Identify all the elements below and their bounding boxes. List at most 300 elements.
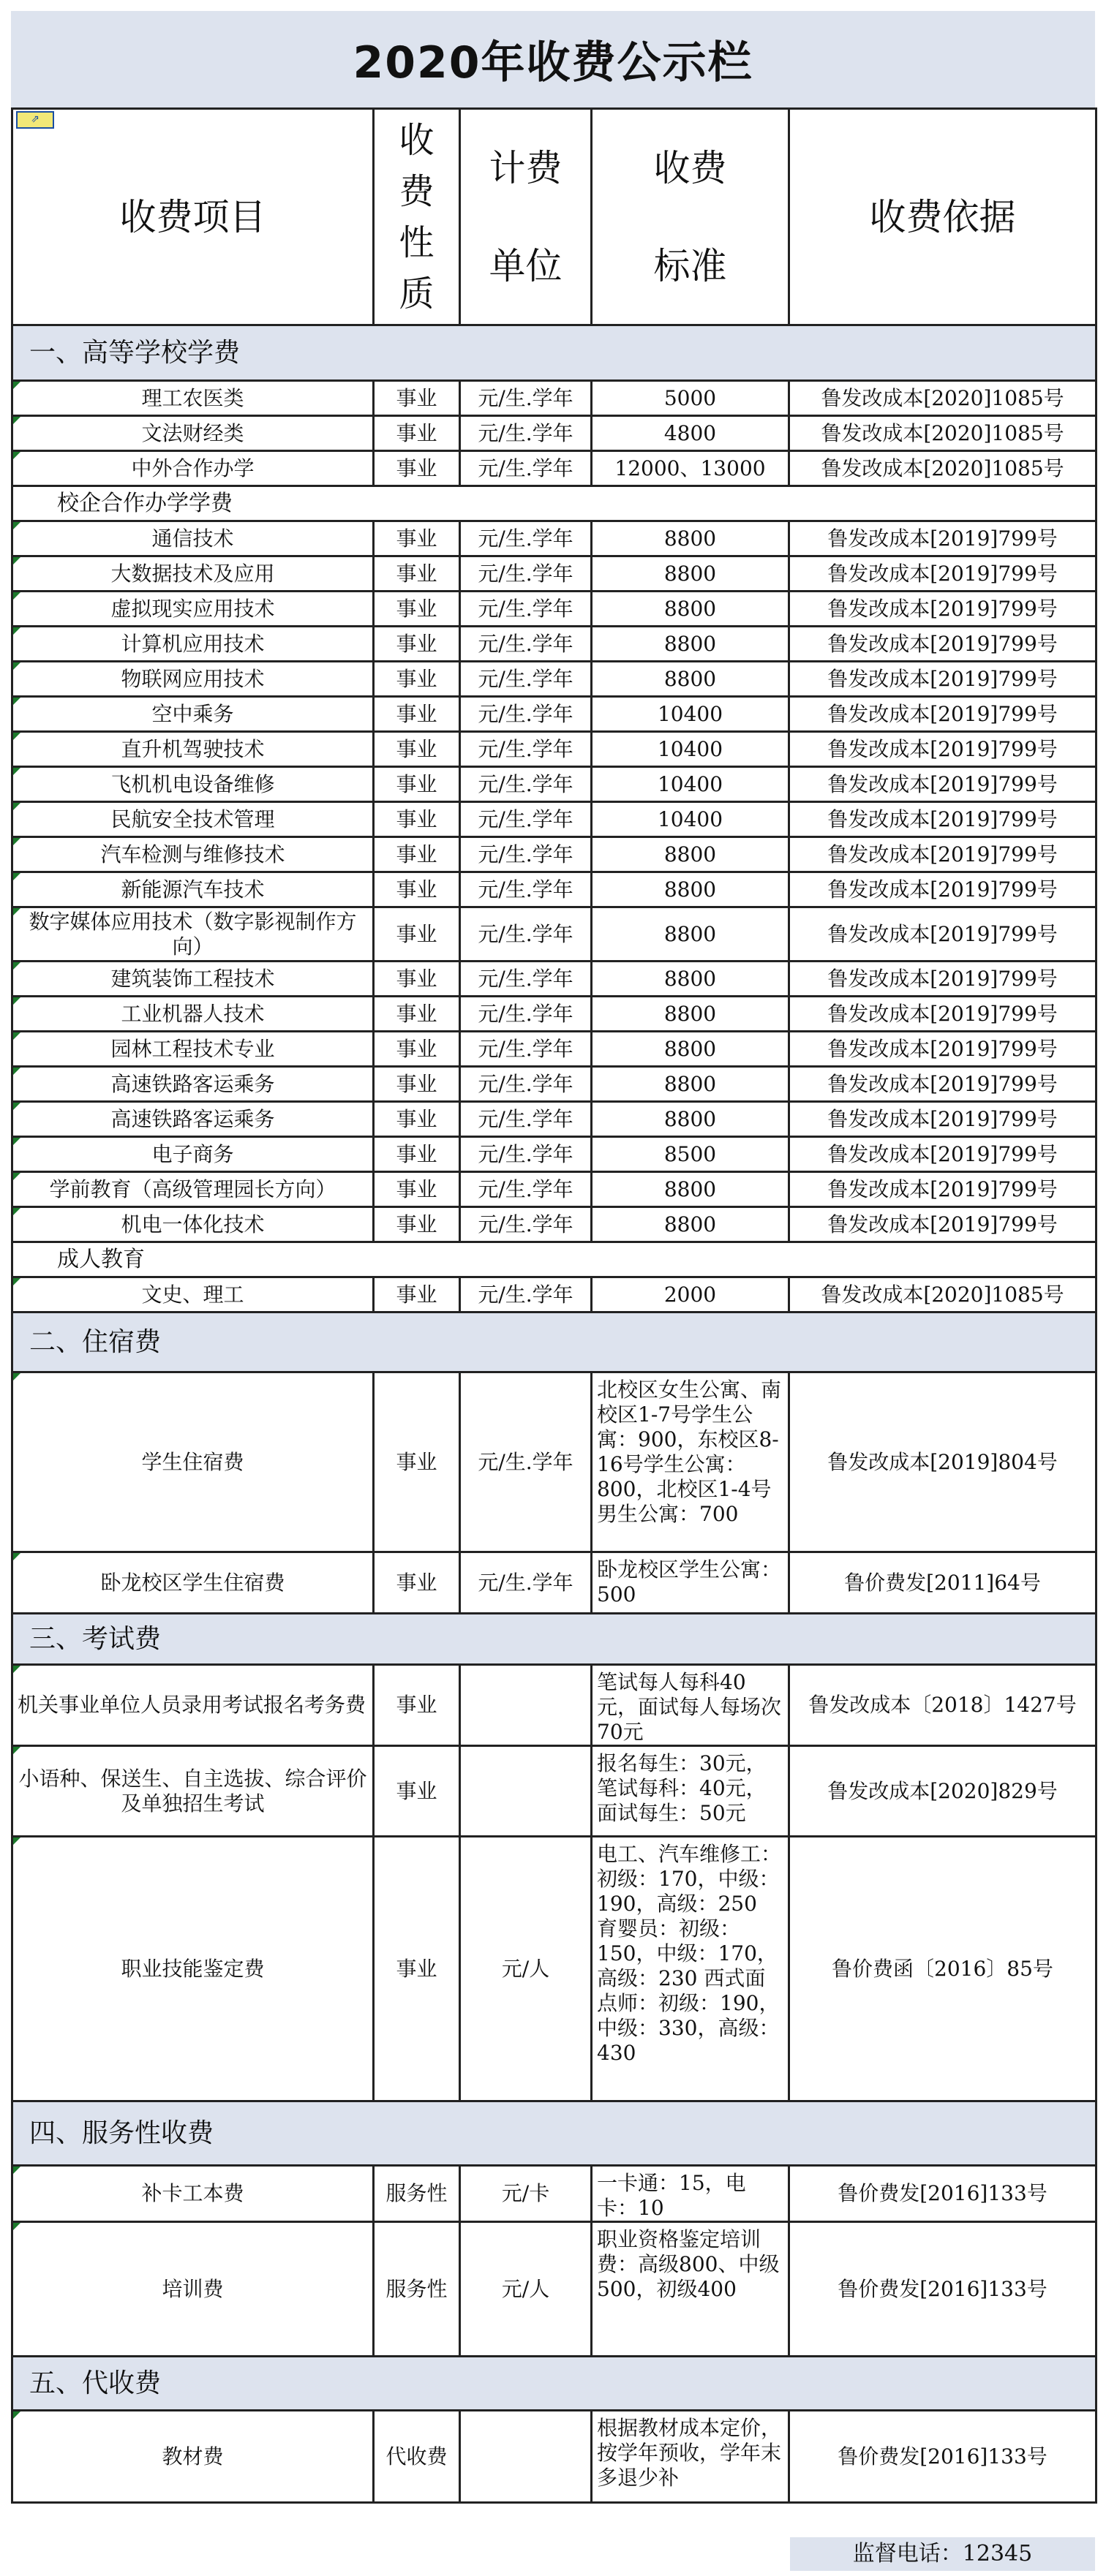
fee-basis-text: 鲁发改成本[2020]1085号 <box>821 1282 1064 1307</box>
fee-nature-text: 事业 <box>396 526 437 551</box>
fee-unit <box>460 627 592 662</box>
cell-marker-icon <box>13 873 20 880</box>
fee-item-text: 教材费 <box>162 2444 224 2469</box>
fee-item-text: 大数据技术及应用 <box>110 561 275 586</box>
fee-basis <box>789 1137 1096 1172</box>
fee-nature-text: 事业 <box>396 1176 437 1201</box>
fee-basis <box>789 1207 1096 1242</box>
cell-marker-icon <box>13 1032 20 1040</box>
cell-marker-icon <box>13 1373 20 1380</box>
fee-standard <box>592 1372 789 1552</box>
fee-unit <box>460 1837 592 2101</box>
fee-unit-text: 元/生.学年 <box>478 1141 573 1166</box>
cell-marker-icon <box>13 662 20 670</box>
fee-standard-text: 8800 <box>663 596 717 621</box>
fee-item <box>12 962 374 997</box>
fee-standard-text: 8500 <box>663 1141 717 1166</box>
fee-standard <box>592 732 789 767</box>
fee-unit <box>460 451 592 486</box>
fee-row <box>12 1207 1096 1242</box>
supervision-phone: 监督电话：12345 <box>790 2537 1095 2571</box>
fee-unit-text: 元/生.学年 <box>478 921 573 946</box>
fee-nature <box>374 2411 460 2503</box>
fee-unit <box>460 732 592 767</box>
fee-nature <box>374 1102 460 1137</box>
fee-standard-text: 8800 <box>663 666 717 691</box>
fee-row <box>12 381 1096 416</box>
fee-row <box>12 697 1096 732</box>
fee-row <box>12 872 1096 907</box>
fee-unit-text: 元/生.学年 <box>478 596 573 621</box>
fee-row <box>12 802 1096 837</box>
header-item: ⇗ 收费项目 <box>12 109 374 325</box>
fee-nature <box>374 907 460 962</box>
cell-marker-icon <box>13 962 20 970</box>
fee-nature-text: 事业 <box>396 1956 437 1981</box>
fee-basis <box>789 1032 1096 1067</box>
fee-standard <box>592 1552 789 1614</box>
fee-nature <box>374 556 460 592</box>
fee-row <box>12 1067 1096 1102</box>
fee-item-text: 数字媒体应用技术（数字影视制作方向） <box>29 909 357 959</box>
header-nature: 收费性质 <box>374 109 460 325</box>
fee-row <box>12 2411 1096 2503</box>
fee-nature <box>374 1172 460 1207</box>
fee-nature-text: 事业 <box>396 666 437 691</box>
fee-nature-text: 事业 <box>396 701 437 726</box>
fee-nature-text: 事业 <box>396 631 437 656</box>
fee-item <box>12 451 374 486</box>
cell-marker-icon <box>13 1173 20 1180</box>
fee-standard <box>592 627 789 662</box>
fee-standard <box>592 767 789 802</box>
fee-basis <box>789 416 1096 451</box>
fee-nature-text: 事业 <box>396 1778 437 1803</box>
fee-unit <box>460 802 592 837</box>
fee-item-text: 飞机机电设备维修 <box>110 771 275 796</box>
fee-nature-text: 事业 <box>396 456 437 480</box>
fee-standard-text: 北校区女生公寓、南校区1-7号学生公寓：900，东校区8-16号学生公寓：800，北校区1-4号男生公寓：700 <box>597 1378 782 1526</box>
fee-item <box>12 2222 374 2357</box>
fee-basis <box>789 732 1096 767</box>
fee-item-text: 民航安全技术管理 <box>110 807 275 831</box>
fee-item <box>12 1207 374 1242</box>
fee-unit <box>460 592 592 627</box>
fee-basis <box>789 802 1096 837</box>
fee-item-text: 学生住宿费 <box>141 1449 244 1474</box>
fee-item <box>12 556 374 592</box>
fee-basis-text: 鲁发改成本[2019]799号 <box>827 1212 1058 1236</box>
fee-nature-text: 事业 <box>396 385 437 410</box>
fee-row <box>12 416 1096 451</box>
subsection-row <box>12 1242 1096 1277</box>
fee-basis <box>789 767 1096 802</box>
fee-item-text: 理工农医类 <box>141 385 244 410</box>
cell-marker-icon <box>13 382 20 389</box>
fee-standard-text: 10400 <box>657 807 723 831</box>
fee-unit-text: 元/生.学年 <box>478 561 573 586</box>
fee-basis <box>789 1837 1096 2101</box>
header-unit: 计费 单位 <box>460 109 592 325</box>
fee-standard-text: 卧龙校区学生公寓：500 <box>597 1557 782 1606</box>
fee-item <box>12 662 374 697</box>
fee-standard-text: 8800 <box>663 966 717 991</box>
fee-item <box>12 1137 374 1172</box>
fee-unit <box>460 1746 592 1837</box>
fee-unit <box>460 1032 592 1067</box>
fee-standard-text: 10400 <box>657 771 723 796</box>
section-row <box>12 2101 1096 2166</box>
fee-standard <box>592 1837 789 2101</box>
fee-unit-text: 元/生.学年 <box>478 701 573 726</box>
fee-nature <box>374 1837 460 2101</box>
fee-nature <box>374 1137 460 1172</box>
fee-unit-text: 元/生.学年 <box>478 842 573 866</box>
fee-item-text: 新能源汽车技术 <box>121 877 265 902</box>
fee-standard <box>592 1665 789 1746</box>
fee-unit-text: 元/生.学年 <box>478 807 573 831</box>
fee-nature <box>374 767 460 802</box>
fee-row <box>12 662 1096 697</box>
cell-marker-icon <box>13 2223 20 2230</box>
fee-nature-text: 事业 <box>396 596 437 621</box>
fee-standard-text: 笔试每人每科40元，面试每人每场次70元 <box>597 1670 782 1744</box>
fee-item <box>12 802 374 837</box>
fee-basis <box>789 1665 1096 1746</box>
fee-row <box>12 627 1096 662</box>
fee-standard-text: 根据教材成本定价，按学年预收，学年末多退少补 <box>597 2416 782 2490</box>
fee-standard <box>592 1746 789 1837</box>
fee-item-text: 学前教育（高级管理园长方向） <box>49 1176 336 1201</box>
fee-row <box>12 1277 1096 1312</box>
fee-item-text: 文法财经类 <box>141 420 244 445</box>
fee-standard <box>592 1207 789 1242</box>
fee-basis-text: 鲁发改成本[2019]799号 <box>827 1106 1058 1131</box>
fee-standard-text: 8800 <box>663 1036 717 1061</box>
fee-item <box>12 1277 374 1312</box>
cell-marker-icon <box>13 733 20 740</box>
fee-nature <box>374 1372 460 1552</box>
fee-item <box>12 1552 374 1614</box>
fee-row <box>12 1137 1096 1172</box>
fee-item <box>12 872 374 907</box>
cell-marker-icon <box>13 1068 20 1075</box>
fee-standard <box>592 802 789 837</box>
fee-nature <box>374 662 460 697</box>
fee-standard <box>592 1137 789 1172</box>
fee-unit-text: 元/生.学年 <box>478 420 573 445</box>
fee-item <box>12 2166 374 2222</box>
fee-standard-text: 8800 <box>663 561 717 586</box>
fee-standard-text: 4800 <box>663 420 717 445</box>
fee-standard-text: 8800 <box>663 631 717 656</box>
fee-item <box>12 1837 374 2101</box>
fee-row <box>12 521 1096 556</box>
fee-standard-text: 报名每生：30元，笔试每科：40元，面试每生：50元 <box>597 1751 767 1825</box>
fee-unit <box>460 1137 592 1172</box>
fee-item-text: 中外合作办学 <box>131 456 255 480</box>
fee-standard-text: 8800 <box>663 1212 717 1236</box>
fee-standard-text: 8800 <box>663 1106 717 1131</box>
fee-item <box>12 1102 374 1137</box>
fee-basis <box>789 381 1096 416</box>
fee-row <box>12 732 1096 767</box>
fee-row <box>12 1032 1096 1067</box>
fee-row <box>12 2166 1096 2222</box>
fee-standard-text: 10400 <box>657 736 723 761</box>
cell-marker-icon <box>13 1103 20 1110</box>
fee-row <box>12 907 1096 962</box>
fee-nature-text: 事业 <box>396 736 437 761</box>
fee-nature <box>374 732 460 767</box>
fee-unit-text: 元/生.学年 <box>478 1449 573 1474</box>
fee-basis <box>789 1372 1096 1552</box>
fee-unit <box>460 1665 592 1746</box>
fee-basis-text: 鲁价费发[2011]64号 <box>844 1570 1041 1595</box>
fee-item <box>12 767 374 802</box>
fee-basis-text: 鲁发改成本[2019]799号 <box>827 666 1058 691</box>
fee-basis <box>789 451 1096 486</box>
fee-nature <box>374 2166 460 2222</box>
fee-standard <box>592 521 789 556</box>
fee-unit <box>460 662 592 697</box>
cell-marker-icon <box>13 2411 20 2419</box>
fee-basis-text: 鲁发改成本[2019]804号 <box>827 1449 1058 1474</box>
fee-nature-text: 事业 <box>396 921 437 946</box>
fee-standard <box>592 451 789 486</box>
fee-unit <box>460 872 592 907</box>
fee-unit <box>460 2222 592 2357</box>
fee-standard <box>592 907 789 962</box>
fee-basis <box>789 997 1096 1032</box>
fee-basis <box>789 1552 1096 1614</box>
fee-standard-text: 8800 <box>663 842 717 866</box>
fee-nature <box>374 381 460 416</box>
section-title: 五、代收费 <box>12 2357 1096 2411</box>
fee-standard <box>592 416 789 451</box>
fee-basis-text: 鲁发改成本[2020]829号 <box>827 1778 1058 1803</box>
fee-unit-text: 元/生.学年 <box>478 1001 573 1026</box>
fee-basis <box>789 2166 1096 2222</box>
fee-standard-text: 5000 <box>663 385 717 410</box>
page-title: 2020年收费公示栏 <box>11 11 1095 107</box>
cell-marker-icon <box>13 1747 20 1754</box>
fee-unit <box>460 381 592 416</box>
fee-basis-text: 鲁价费发[2016]133号 <box>838 2181 1047 2205</box>
fee-nature-text: 事业 <box>396 1282 437 1307</box>
fee-nature <box>374 416 460 451</box>
fee-basis-text: 鲁价费发[2016]133号 <box>838 2444 1047 2469</box>
fee-nature <box>374 697 460 732</box>
cell-marker-icon <box>13 627 20 635</box>
fee-item-text: 高速铁路客运乘务 <box>110 1106 275 1131</box>
fee-unit <box>460 837 592 872</box>
fee-unit <box>460 1552 592 1614</box>
fee-nature <box>374 592 460 627</box>
header-row <box>12 109 1096 325</box>
fee-basis <box>789 556 1096 592</box>
fee-nature <box>374 997 460 1032</box>
fee-item <box>12 1665 374 1746</box>
fee-standard-text: 8800 <box>663 1001 717 1026</box>
fee-item-text: 计算机应用技术 <box>121 631 265 656</box>
cell-marker-icon <box>13 557 20 564</box>
fee-nature-text: 服务性 <box>385 2276 448 2301</box>
subsection-row <box>12 486 1096 521</box>
fee-nature-text: 事业 <box>396 1141 437 1166</box>
cell-marker-icon <box>13 1666 20 1673</box>
fee-basis-text: 鲁发改成本[2019]799号 <box>827 631 1058 656</box>
fee-nature-text: 事业 <box>396 842 437 866</box>
fee-unit-text: 元/生.学年 <box>478 1176 573 1201</box>
fee-standard <box>592 1032 789 1067</box>
fee-nature-text: 事业 <box>396 807 437 831</box>
cell-marker-icon <box>13 1278 20 1285</box>
fee-basis <box>789 627 1096 662</box>
fee-nature <box>374 451 460 486</box>
fee-unit <box>460 416 592 451</box>
fee-nature-text: 事业 <box>396 561 437 586</box>
fee-nature <box>374 1207 460 1242</box>
section-row <box>12 325 1096 381</box>
fee-item-text: 卧龙校区学生住宿费 <box>100 1570 285 1595</box>
fee-unit-text: 元/生.学年 <box>478 771 573 796</box>
fee-nature <box>374 627 460 662</box>
fee-basis <box>789 837 1096 872</box>
fee-standard <box>592 381 789 416</box>
fee-item <box>12 1172 374 1207</box>
section-title: 一、高等学校学费 <box>12 325 1096 381</box>
fee-item-text: 物联网应用技术 <box>121 666 265 691</box>
fee-table <box>11 107 1097 2504</box>
fee-nature-text: 事业 <box>396 1106 437 1131</box>
fee-basis <box>789 872 1096 907</box>
fee-nature-text: 代收费 <box>385 2444 448 2469</box>
fee-row <box>12 451 1096 486</box>
fee-unit-text: 元/生.学年 <box>478 631 573 656</box>
fee-nature-text: 事业 <box>396 420 437 445</box>
fee-basis <box>789 521 1096 556</box>
corner-marker-icon: ⇗ <box>16 111 54 129</box>
fee-standard <box>592 662 789 697</box>
fee-unit-text: 元/卡 <box>501 2181 550 2205</box>
fee-nature-text: 事业 <box>396 966 437 991</box>
fee-nature <box>374 802 460 837</box>
fee-item-text: 电子商务 <box>151 1141 234 1166</box>
fee-item <box>12 697 374 732</box>
fee-basis-text: 鲁发改成本[2019]799号 <box>827 1071 1058 1096</box>
fee-basis <box>789 1102 1096 1137</box>
fee-unit <box>460 2166 592 2222</box>
cell-marker-icon <box>13 1553 20 1560</box>
header-standard: 收费 标准 <box>592 109 789 325</box>
fee-unit <box>460 521 592 556</box>
fee-basis-text: 鲁发改成本[2019]799号 <box>827 701 1058 726</box>
fee-row <box>12 592 1096 627</box>
fee-unit <box>460 997 592 1032</box>
fee-basis <box>789 907 1096 962</box>
fee-item <box>12 907 374 962</box>
fee-unit-text: 元/生.学年 <box>478 385 573 410</box>
fee-nature-text: 事业 <box>396 1570 437 1595</box>
fee-unit <box>460 1172 592 1207</box>
fee-standard <box>592 2411 789 2503</box>
fee-nature-text: 服务性 <box>385 2181 448 2205</box>
fee-basis-text: 鲁发改成本[2019]799号 <box>827 1036 1058 1061</box>
fee-row <box>12 767 1096 802</box>
fee-unit-text: 元/生.学年 <box>478 1071 573 1096</box>
fee-nature <box>374 1552 460 1614</box>
fee-unit-text: 元/生.学年 <box>478 736 573 761</box>
fee-standard <box>592 592 789 627</box>
fee-row <box>12 2222 1096 2357</box>
fee-item-text: 机关事业单位人员录用考试报名考务费 <box>18 1693 366 1717</box>
fee-unit-text: 元/生.学年 <box>478 1036 573 1061</box>
section-title: 三、考试费 <box>12 1614 1096 1665</box>
cell-marker-icon <box>13 452 20 459</box>
cell-marker-icon <box>13 1138 20 1145</box>
fee-unit-text: 元/生.学年 <box>478 877 573 902</box>
fee-sheet <box>11 11 1095 2504</box>
fee-nature <box>374 1067 460 1102</box>
fee-unit <box>460 1372 592 1552</box>
fee-nature-text: 事业 <box>396 1071 437 1096</box>
fee-row <box>12 837 1096 872</box>
fee-unit <box>460 556 592 592</box>
subsection-title: 成人教育 <box>12 1242 1096 1277</box>
fee-standard <box>592 837 789 872</box>
fee-standard <box>592 556 789 592</box>
fee-row <box>12 1102 1096 1137</box>
subsection-title: 校企合作办学学费 <box>12 486 1096 521</box>
fee-item-text: 文史、理工 <box>141 1282 244 1307</box>
fee-standard <box>592 997 789 1032</box>
fee-nature-text: 事业 <box>396 771 437 796</box>
fee-unit-text: 元/生.学年 <box>478 526 573 551</box>
fee-basis-text: 鲁发改成本[2019]799号 <box>827 877 1058 902</box>
fee-basis-text: 鲁发改成本[2019]799号 <box>827 771 1058 796</box>
fee-standard <box>592 1067 789 1102</box>
fee-unit-text: 元/生.学年 <box>478 1106 573 1131</box>
fee-standard <box>592 1277 789 1312</box>
fee-unit <box>460 962 592 997</box>
fee-standard-text: 8800 <box>663 921 717 946</box>
fee-unit <box>460 2411 592 2503</box>
fee-standard-text: 8800 <box>663 1176 717 1201</box>
fee-basis-text: 鲁发改成本[2020]1085号 <box>821 385 1064 410</box>
fee-unit-text: 元/生.学年 <box>478 966 573 991</box>
fee-standard-text: 一卡通：15，电卡：10 <box>597 2171 746 2220</box>
fee-item <box>12 1372 374 1552</box>
fee-standard-text: 10400 <box>657 701 723 726</box>
fee-basis-text: 鲁发改成本[2020]1085号 <box>821 420 1064 445</box>
fee-basis-text: 鲁发改成本[2019]799号 <box>827 921 1058 946</box>
fee-item-text: 建筑装饰工程技术 <box>110 966 275 991</box>
fee-basis <box>789 1277 1096 1312</box>
fee-unit-text: 元/人 <box>501 1956 550 1981</box>
fee-basis-text: 鲁发改成本[2019]799号 <box>827 526 1058 551</box>
fee-row <box>12 997 1096 1032</box>
header-basis: 收费依据 <box>789 109 1096 325</box>
fee-standard <box>592 962 789 997</box>
cell-marker-icon <box>13 592 20 600</box>
fee-unit <box>460 1277 592 1312</box>
fee-unit-text: 元/生.学年 <box>478 1570 573 1595</box>
fee-basis <box>789 1746 1096 1837</box>
fee-nature <box>374 962 460 997</box>
fee-unit <box>460 1102 592 1137</box>
fee-basis-text: 鲁发改成本[2019]799号 <box>827 842 1058 866</box>
